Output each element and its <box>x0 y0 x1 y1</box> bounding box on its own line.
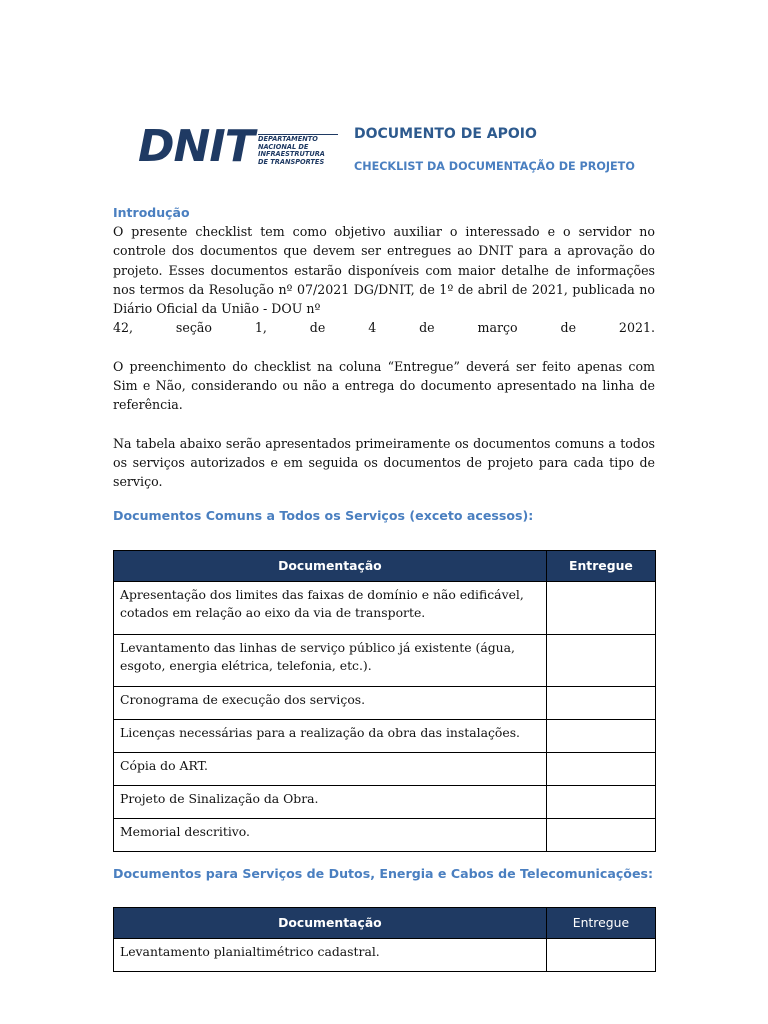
column-header-documentacao: Documentação <box>114 550 547 581</box>
table-row <box>114 785 656 818</box>
table-header-row <box>114 907 656 938</box>
entregue-cell[interactable] <box>546 634 655 686</box>
dnit-logo <box>138 121 328 172</box>
table-row <box>114 719 656 752</box>
document-body <box>113 204 655 972</box>
document-cell: Memorial descritivo. <box>114 818 547 851</box>
logo-subtitle <box>258 134 338 166</box>
document-cell: Licenças necessárias para a realização da obra das instalações. <box>114 719 547 752</box>
column-header-documentacao: Documentação <box>114 907 547 938</box>
logo-subtitle-line: NACIONAL DE <box>258 142 309 151</box>
document-cell: Projeto de Sinalização da Obra. <box>114 785 547 818</box>
table-header-row <box>114 550 656 581</box>
document-title: DOCUMENTO DE APOIO <box>354 126 537 142</box>
column-header-entregue: Entregue <box>546 907 655 938</box>
entregue-cell[interactable] <box>546 818 655 851</box>
column-header-entregue: Entregue <box>546 550 655 581</box>
document-cell: Levantamento das linhas de serviço público já existente (água, esgoto, energia elétrica, telefonia, etc.). <box>114 634 547 686</box>
intro-paragraph-1-last-line: 42, seção 1, de 4 de março de 2021. <box>113 320 655 336</box>
entregue-cell[interactable] <box>546 938 655 971</box>
logo-subtitle-line: INFRAESTRUTURA <box>258 150 325 159</box>
section1-table <box>113 550 656 852</box>
table-row <box>114 938 656 971</box>
document-cell: Cópia do ART. <box>114 752 547 785</box>
section2-table <box>113 907 656 972</box>
intro-paragraph-3: Na tabela abaixo serão apresentados primeiramente os documentos comuns a todos os serviços autorizados e em seguida os documentos de projeto para cada tipo de serviço. <box>113 435 655 490</box>
intro-paragraph-1 <box>113 222 655 318</box>
logo-mark: DNIT <box>138 121 254 172</box>
logo-subtitle-line: DE TRANSPORTES <box>258 157 325 166</box>
document-cell: Cronograma de execução dos serviços. <box>114 686 547 719</box>
document-header <box>138 121 658 184</box>
entregue-cell[interactable] <box>546 581 655 634</box>
section2-heading: Documentos para Serviços de Dutos, Energia e Cabos de Telecomunicações: <box>113 865 654 881</box>
table-row <box>114 818 656 851</box>
table-row <box>114 686 656 719</box>
table-row <box>114 581 656 634</box>
document-cell: Levantamento planialtimétrico cadastral. <box>114 938 547 971</box>
entregue-cell[interactable] <box>546 785 655 818</box>
table-row <box>114 752 656 785</box>
document-cell: Apresentação dos limites das faixas de domínio e não edificável, cotados em relação ao eixo da via de transporte. <box>114 581 547 634</box>
intro-paragraph-1-body: O presente checklist tem como objetivo auxiliar o interessado e o servidor no controle dos documentos que devem ser entregues ao DNIT para a aprovação do projeto. Esses documentos estarão disponíveis com maior detalhe de informações nos termos da Resolução nº 07/2021 DG/DNIT, de 1º de abril de 2021, publicada no Diário Oficial da União - DOU nº <box>113 224 655 317</box>
entregue-cell[interactable] <box>546 686 655 719</box>
logo-subtitle-line: DEPARTAMENTO <box>258 135 318 143</box>
table-row <box>114 634 656 686</box>
intro-paragraph-2: O preenchimento do checklist na coluna “Entregue” deverá ser feito apenas com Sim e Não, considerando ou não a entrega do documento apresentado na linha de referência. <box>113 358 655 413</box>
intro-heading: Introdução <box>113 205 190 220</box>
section1-heading: Documentos Comuns a Todos os Serviços (exceto acessos): <box>113 507 534 523</box>
entregue-cell[interactable] <box>546 719 655 752</box>
entregue-cell[interactable] <box>546 752 655 785</box>
document-subtitle: CHECKLIST DA DOCUMENTAÇÃO DE PROJETO <box>354 160 635 173</box>
